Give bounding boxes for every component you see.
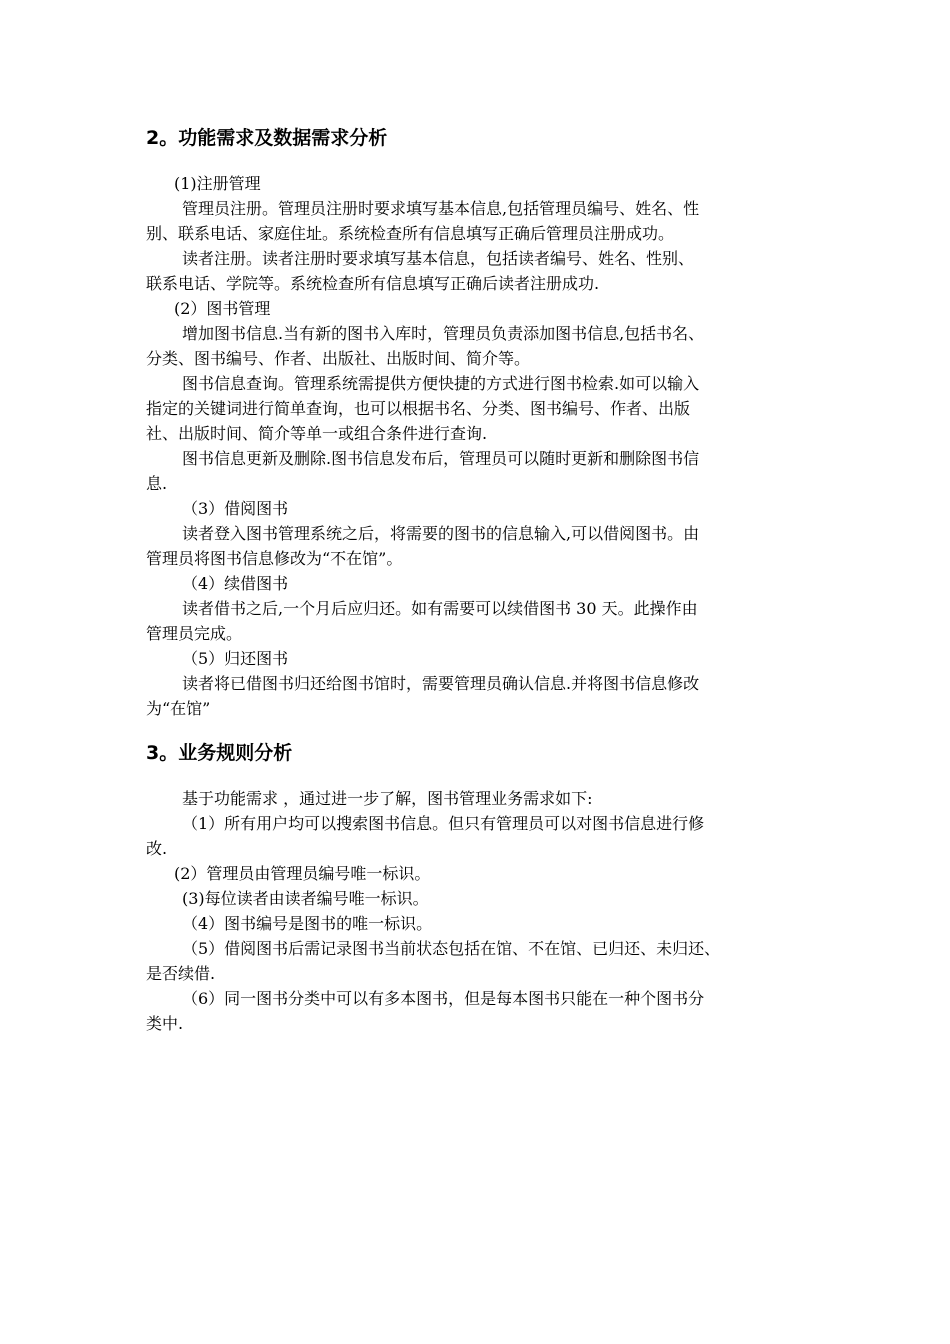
- section-2-line-12: 图书信息更新及删除.图书信息发布后，管理员可以随时更新和删除图书信: [182, 449, 700, 468]
- section-2-line-10: 指定的关键词进行简单查询，也可以根据书名、分类、图书编号、作者、出版: [146, 399, 691, 418]
- section-3-line-7: （5）借阅图书后需记录图书当前状态包括在馆、不在馆、已归还、未归还、: [182, 939, 721, 958]
- section-2-line-6: (2）图书管理: [174, 299, 271, 318]
- section-3-heading: 3。业务规则分析: [146, 742, 293, 764]
- section-2-line-7: 增加图书信息.当有新的图书入库时，管理员负责添加图书信息,包括书名、: [182, 324, 705, 343]
- section-2-line-13: 息.: [146, 474, 168, 493]
- section-2-line-1: (1)注册管理: [174, 174, 261, 193]
- section-2-line-8: 分类、图书编号、作者、出版社、出版时间、简介等。: [146, 349, 531, 368]
- section-3-line-8: 是否续借.: [146, 964, 216, 983]
- section-3-line-9: （6）同一图书分类中可以有多本图书，但是每本图书只能在一种个图书分: [182, 989, 705, 1008]
- section-2-line-22: 为“在馆”: [146, 699, 211, 718]
- section-2-line-18: 读者借书之后,一个月后应归还。如有需要可以续借图书 30 天。此操作由: [182, 599, 698, 618]
- section-2-heading: 2。功能需求及数据需求分析: [146, 127, 388, 149]
- section-3-line-1: 基于功能需求 ，通过进一步了解，图书管理业务需求如下:: [182, 789, 593, 808]
- section-3-line-6: （4）图书编号是图书的唯一标识。: [182, 914, 433, 933]
- section-2-line-16: 管理员将图书信息修改为“不在馆”。: [146, 549, 403, 568]
- section-2-line-2: 管理员注册。管理员注册时要求填写基本信息,包括管理员编号、姓名、性: [182, 199, 700, 218]
- section-3-line-5: (3)每位读者由读者编号唯一标识。: [182, 889, 429, 908]
- section-2-line-15: 读者登入图书管理系统之后，将需要的图书的信息输入,可以借阅图书。由: [182, 524, 700, 543]
- section-3-line-4: (2）管理员由管理员编号唯一标识。: [174, 864, 431, 883]
- section-3-line-10: 类中.: [146, 1014, 184, 1033]
- section-2-line-19: 管理员完成。: [146, 624, 243, 643]
- section-2-line-11: 社、出版时间、简介等单一或组合条件进行查询.: [146, 424, 488, 443]
- section-3-line-2: （1）所有用户均可以搜索图书信息。但只有管理员可以对图书信息进行修: [182, 814, 705, 833]
- section-2-line-17: （4）续借图书: [182, 574, 289, 593]
- section-2-line-14: （3）借阅图书: [182, 499, 289, 518]
- section-2-line-3: 别、联系电话、家庭住址。系统检查所有信息填写正确后管理员注册成功。: [146, 224, 675, 243]
- section-2-line-4: 读者注册。读者注册时要求填写基本信息，包括读者编号、姓名、性别、: [182, 249, 695, 268]
- section-2-line-5: 联系电话、学院等。系统检查所有信息填写正确后读者注册成功.: [146, 274, 600, 293]
- section-3-line-3: 改.: [146, 839, 168, 858]
- section-2-line-20: （5）归还图书: [182, 649, 289, 668]
- section-2-line-9: 图书信息查询。管理系统需提供方便快捷的方式进行图书检索.如可以输入: [182, 374, 700, 393]
- section-2-line-21: 读者将已借图书归还给图书馆时，需要管理员确认信息.并将图书信息修改: [182, 674, 700, 693]
